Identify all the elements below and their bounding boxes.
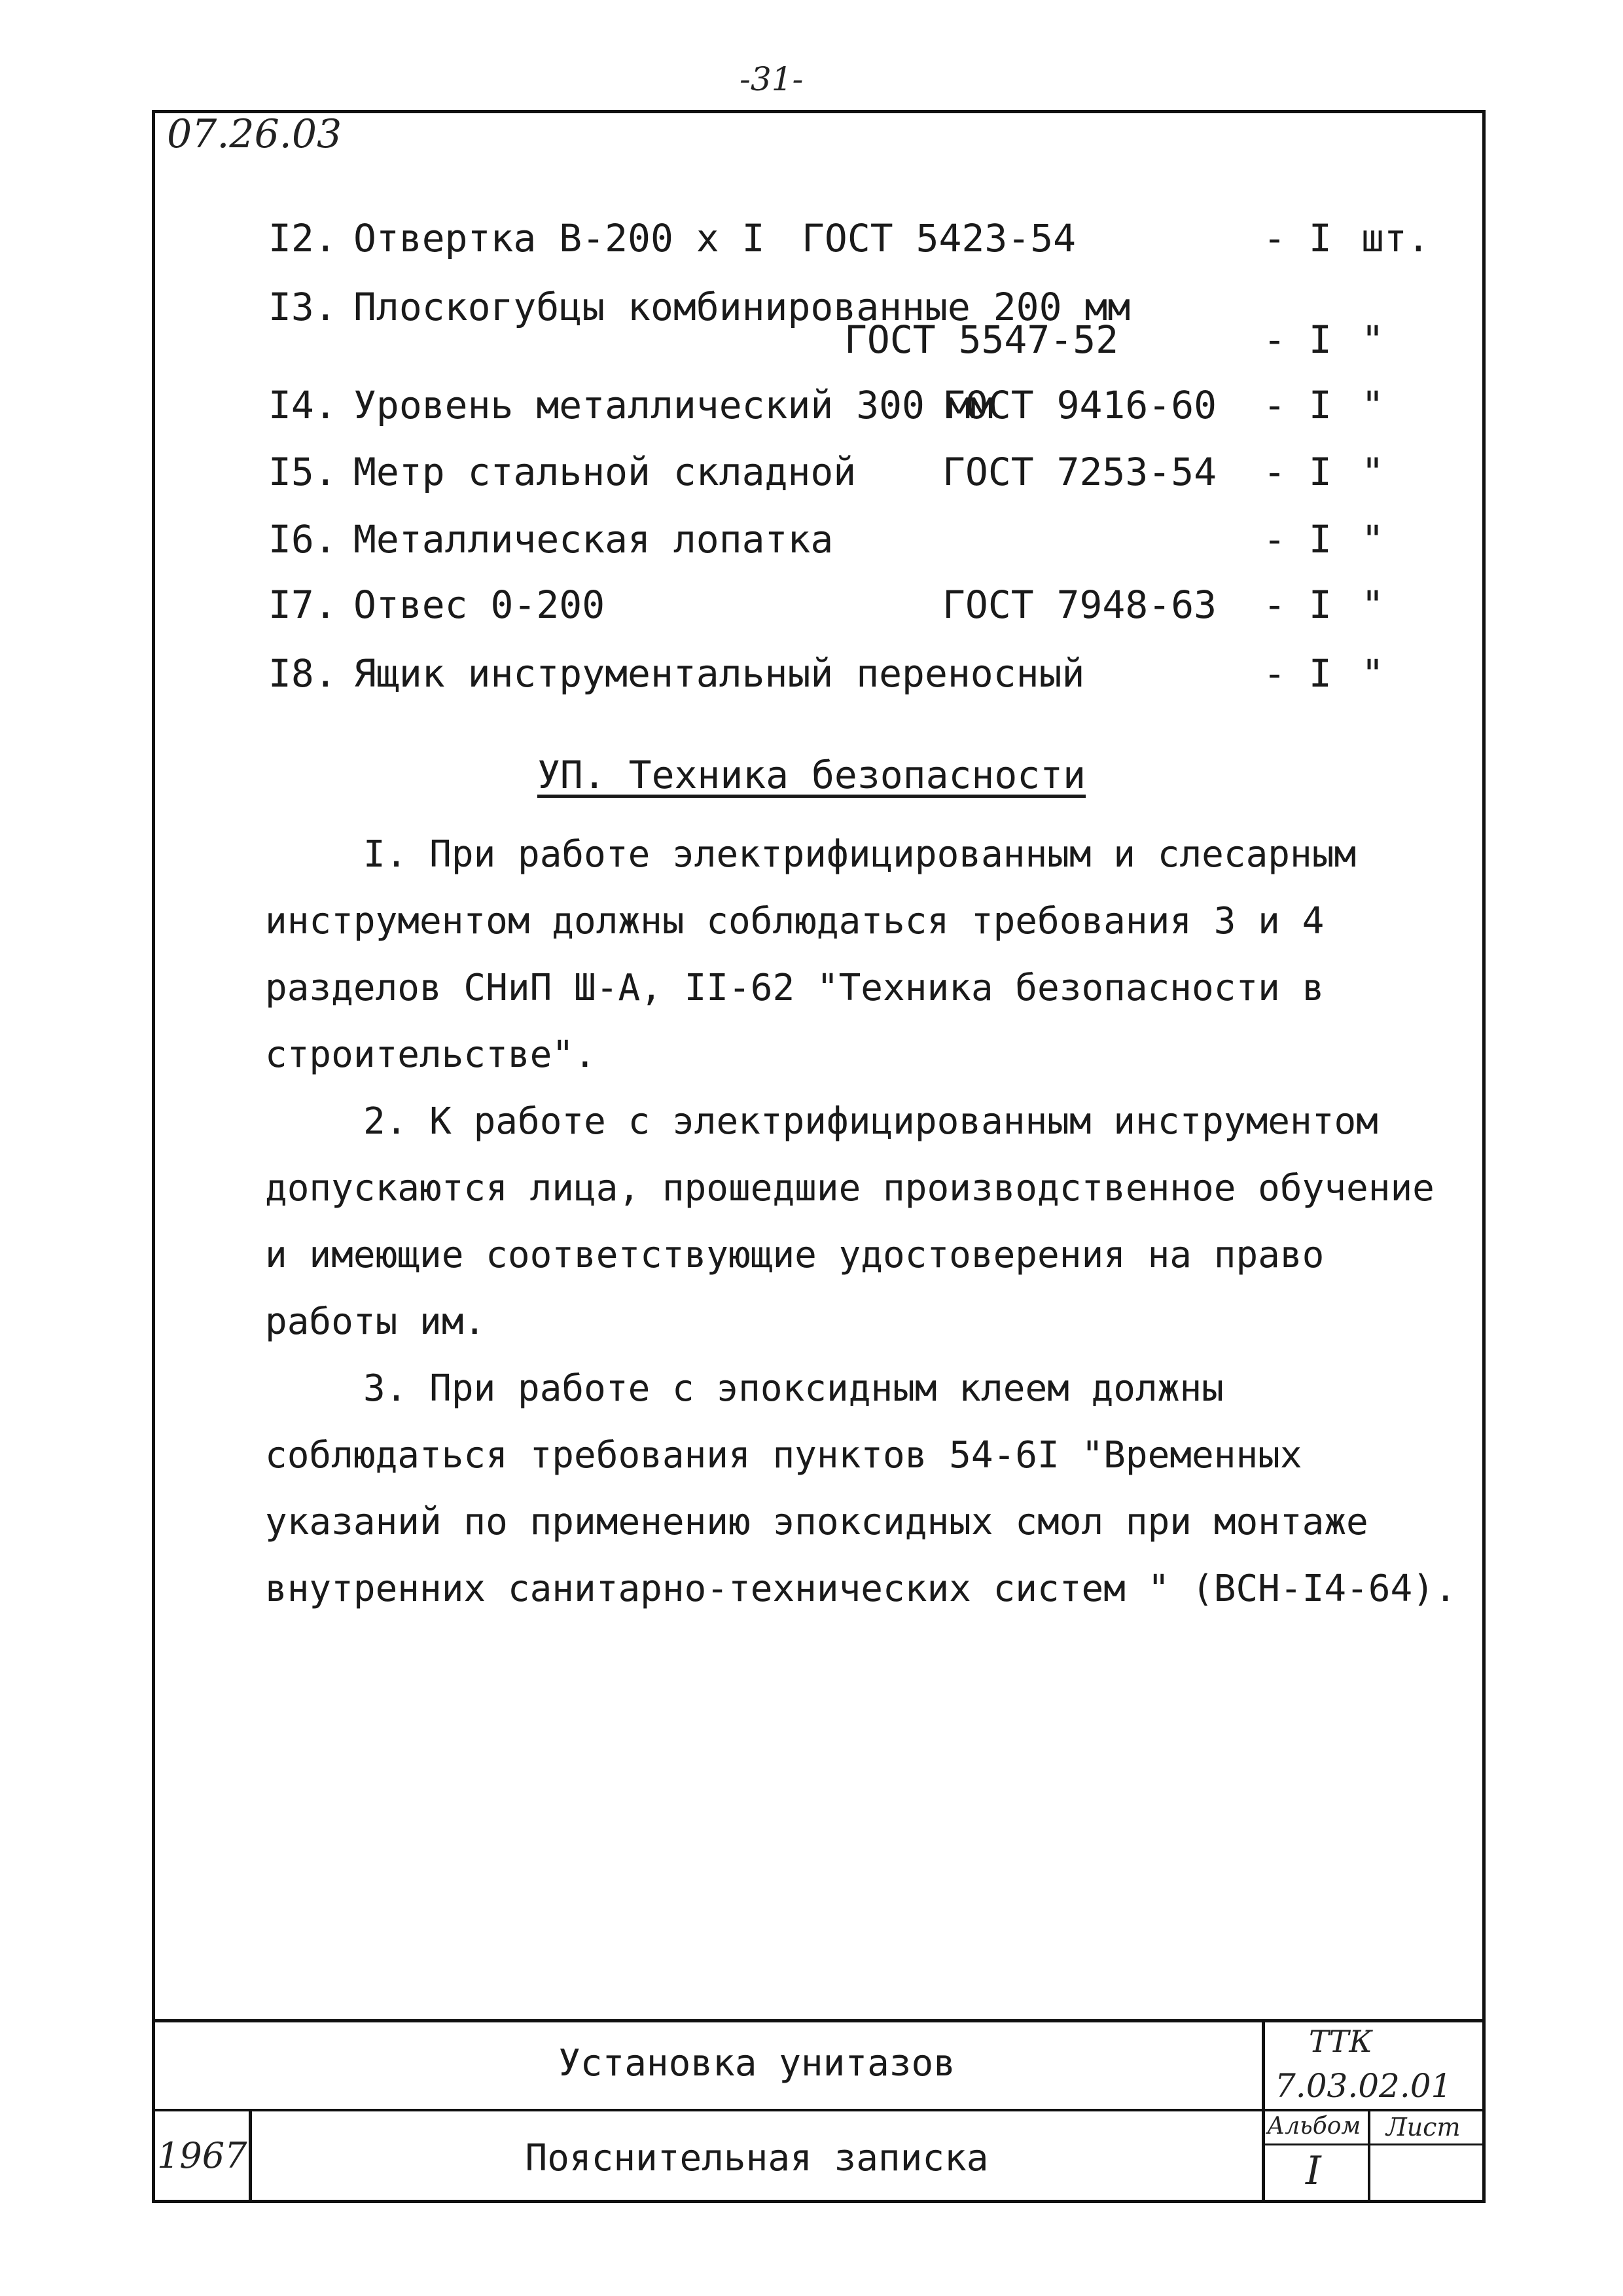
safety-paragraph: 2. К работе с электрифицированным инструментом допускаются лица, прошедшие производственное обучение и имеющие соответствующие удостоверения на право работы им. <box>265 1100 1435 1343</box>
tool-number: I7. <box>268 583 337 627</box>
tool-name: Металлическая лопатка <box>353 517 834 562</box>
tool-qty: - I <box>1263 583 1332 627</box>
safety-paragraphs <box>265 821 1463 1623</box>
tool-unit: " <box>1361 517 1384 562</box>
tool-number: I3. <box>268 285 337 329</box>
tool-unit: " <box>1361 450 1384 494</box>
safety-paragraph: 3. При работе с эпоксидным клеем должны соблюдаться требования пунктов 54-6I "Временных указаний по применению эпоксидных смол при монтаже внутренних санитарно-технических систем " (ВСН-I4-64). <box>265 1367 1457 1610</box>
document-code: 07.26.03 <box>167 111 342 157</box>
title-block-subtitle: Пояснительная записка <box>525 2137 989 2179</box>
tool-name: Метр стальной складной <box>353 450 857 494</box>
tool-unit: " <box>1361 583 1384 627</box>
tool-name: Плоскогубцы комбинированные 200 мм <box>353 285 1131 329</box>
tool-number: I6. <box>268 517 337 562</box>
tool-number: I5. <box>268 450 337 494</box>
tool-name: Уровень металлический 300 мм <box>353 383 993 427</box>
title-block-divider <box>1262 2019 1265 2203</box>
tool-number: I8. <box>268 651 337 696</box>
section-title: УП. Техника безопасности <box>537 753 1086 797</box>
tool-number: I2. <box>268 216 337 260</box>
album-label: Альбом <box>1267 2113 1361 2140</box>
tool-gost: ГОСТ 7948-63 <box>942 583 1217 627</box>
tool-unit: " <box>1361 383 1384 427</box>
safety-paragraph: I. При работе электрифицированным и слесарным инструментом должны соблюдаться требования 3 и 4 разделов СНиП Ш-А, II-62 "Техника безопасности в строительстве". <box>265 833 1357 1076</box>
album-value: I <box>1306 2148 1321 2194</box>
tool-number: I4. <box>268 383 337 427</box>
page-number: -31- <box>740 60 804 98</box>
tool-unit: шт. <box>1361 216 1430 260</box>
tool-unit: " <box>1361 317 1384 362</box>
tool-gost: ГОСТ 9416-60 <box>942 383 1217 427</box>
tool-unit: " <box>1361 651 1384 696</box>
tool-qty: - I <box>1263 651 1332 696</box>
tool-qty: - I <box>1263 450 1332 494</box>
tool-gost: ГОСТ 7253-54 <box>942 450 1217 494</box>
tool-qty: - I <box>1263 216 1332 260</box>
title-block-top-rule <box>152 2019 1486 2022</box>
ttk-label: ТТК <box>1309 2024 1372 2059</box>
tool-gost: ГОСТ 5547-52 <box>844 317 1119 362</box>
tool-name: Ящик инструментальный переносный <box>353 651 1085 696</box>
title-block-sheet-rule <box>1262 2144 1486 2145</box>
sheet-label: Лист <box>1386 2113 1461 2142</box>
title-block-year: 1967 <box>157 2135 247 2176</box>
title-block-title: Установка унитазов <box>558 2042 955 2085</box>
tool-qty: - I <box>1263 517 1332 562</box>
tool-name: Отвес 0-200 <box>353 583 605 627</box>
tool-name: Отвертка В-200 х I <box>353 216 765 260</box>
title-block-mid-rule <box>152 2109 1486 2111</box>
ttk-code: 7.03.02.01 <box>1275 2067 1452 2105</box>
tool-qty: - I <box>1263 383 1332 427</box>
tool-gost: ГОСТ 5423-54 <box>802 216 1077 260</box>
title-block-sheet-divider <box>1368 2109 1370 2203</box>
tool-qty: - I <box>1263 317 1332 362</box>
